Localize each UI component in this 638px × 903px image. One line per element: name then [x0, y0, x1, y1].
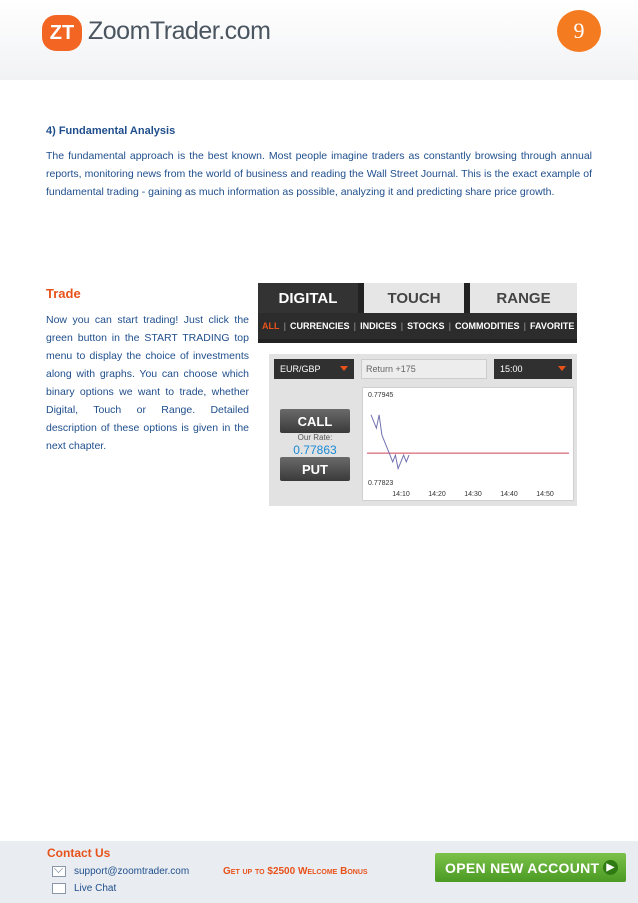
- x-tick-label: 14:20: [428, 491, 446, 498]
- price-chart: [362, 387, 574, 501]
- email-contact[interactable]: [52, 866, 189, 877]
- zt-logo-badge: ZT: [42, 15, 82, 51]
- chat-contact[interactable]: [52, 883, 116, 894]
- section-paragraph: The fundamental approach is the best known. Most people imagine traders as constantly browsing through annual reports, monitoring news from the world of business and reading the Wall Street Journal. This is the exact example of fundamental trading - gaining as much information as possible, analyzing it and predicting share price growth.: [46, 150, 592, 198]
- dropdown-arrow-icon: [558, 366, 566, 371]
- live-chat-link[interactable]: Live Chat: [74, 883, 117, 894]
- pair-select-value: EUR/GBP: [280, 364, 321, 374]
- x-tick-label: 14:10: [392, 491, 410, 498]
- rate-value: 0.77863: [293, 443, 337, 457]
- email-link[interactable]: support@zoomtrader.com: [74, 866, 190, 877]
- tab-range[interactable]: RANGE: [470, 283, 577, 313]
- x-tick-label: 14:50: [536, 491, 554, 498]
- x-tick-label: 14:30: [464, 491, 482, 498]
- y-bottom-label: 0.77823: [368, 480, 394, 487]
- platform-tabs-panel: [258, 283, 577, 343]
- logo-text: ZoomTrader.com: [88, 17, 271, 45]
- open-account-button[interactable]: [435, 853, 626, 882]
- category-indices[interactable]: INDICES: [360, 321, 397, 331]
- chat-icon: [52, 883, 66, 894]
- dropdown-arrow-icon: [340, 366, 348, 371]
- pair-select[interactable]: [274, 359, 354, 379]
- bonus-text: Get up to $2500 Welcome Bonus: [223, 866, 368, 877]
- expiry-select[interactable]: [494, 359, 572, 379]
- trade-paragraph: Now you can start trading! Just click the green button in the START TRADING top menu to display the choice of investments along with graphs. You can choose which binary options we want to trade, whether Digital, Touch or Range. Detailed description of these options is given in the next chapter.: [46, 314, 249, 452]
- category-commodities[interactable]: COMMODITIES: [455, 321, 520, 331]
- call-button[interactable]: CALL: [280, 409, 350, 433]
- trade-title: Trade: [46, 286, 81, 301]
- trade-widget: [269, 354, 577, 506]
- envelope-icon: [52, 866, 66, 877]
- put-button[interactable]: PUT: [280, 457, 350, 481]
- open-account-label: OPEN NEW ACCOUNT: [445, 859, 600, 876]
- category-favorite[interactable]: FAVORITE: [530, 321, 575, 331]
- section-title: 4) Fundamental Analysis: [46, 125, 176, 137]
- category-currencies[interactable]: CURRENCIES: [290, 321, 350, 331]
- arrow-right-icon: ▶: [603, 860, 618, 875]
- category-bar: ALL | CURRENCIES | INDICES | STOCKS | COMMODITIES | FAVORITE: [258, 313, 577, 339]
- price-chart-svg: [363, 388, 573, 500]
- tab-digital[interactable]: DIGITAL: [258, 283, 358, 313]
- page-header: [0, 0, 638, 80]
- category-stocks[interactable]: STOCKS: [407, 321, 445, 331]
- expiry-select-value: 15:00: [500, 364, 523, 374]
- contact-title: Contact Us: [47, 846, 111, 860]
- return-display: Return +175: [361, 359, 487, 379]
- price-series-line: [371, 415, 409, 469]
- rate-label: Our Rate:: [297, 433, 333, 442]
- tab-touch[interactable]: TOUCH: [364, 283, 464, 313]
- x-tick-label: 14:40: [500, 491, 518, 498]
- category-all[interactable]: ALL: [262, 321, 280, 331]
- page-number-badge: 9: [557, 10, 601, 52]
- y-top-label: 0.77945: [368, 392, 394, 399]
